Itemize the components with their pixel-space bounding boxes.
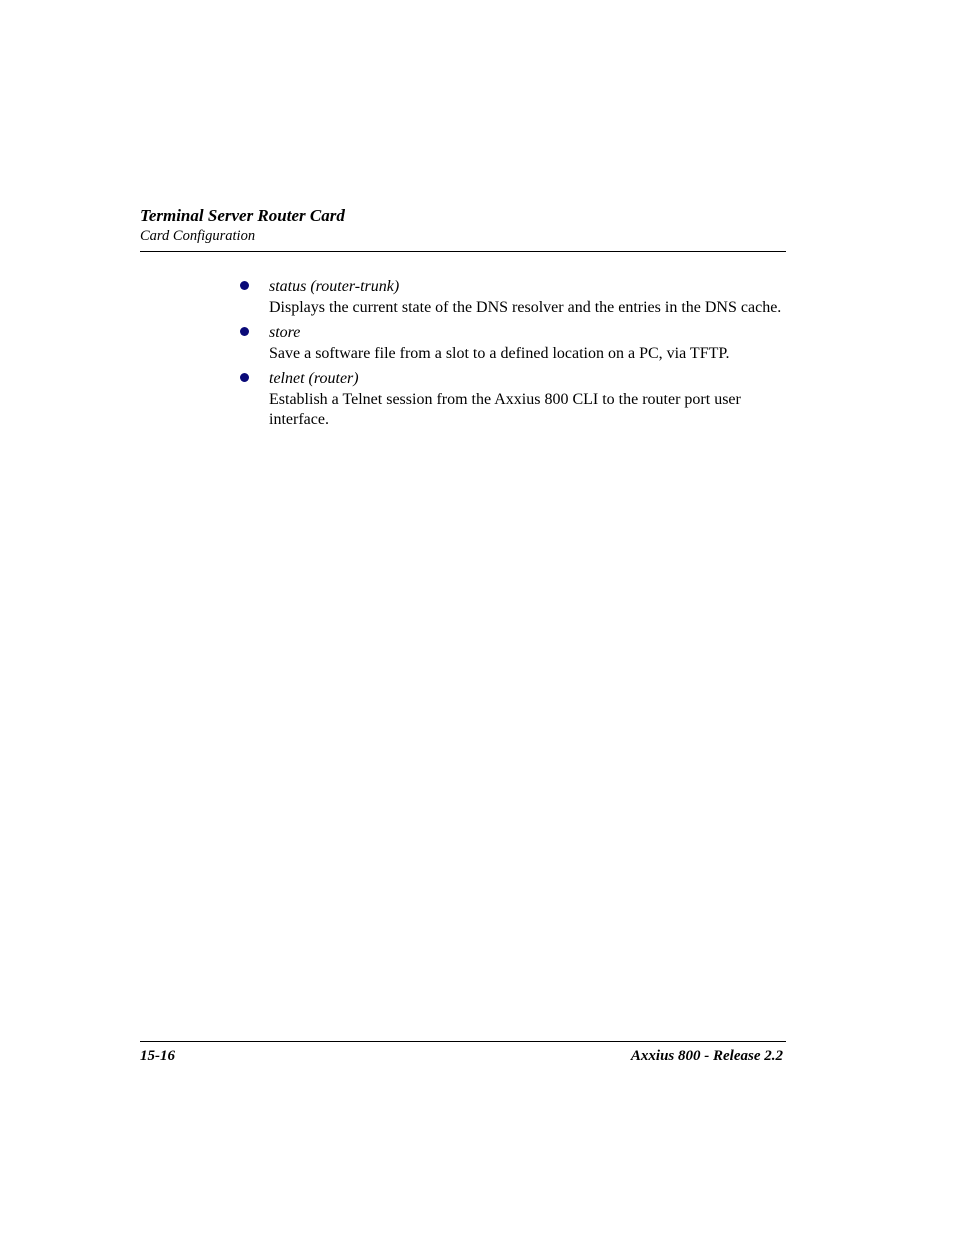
command-list [240,277,786,436]
command-description: Displays the current state of the DNS resolver and the entries in the DNS cache. [269,298,782,316]
list-item [240,369,786,431]
list-item [240,277,786,318]
product-release: Axxius 800 - Release 2.2 [630,1048,783,1064]
bullet-icon [240,281,249,290]
command-name: store [269,324,301,341]
chapter-title: Terminal Server Router Card [140,206,345,225]
command-description: Save a software file from a slot to a defined location on a PC, via TFTP. [269,344,730,362]
list-item [240,323,786,364]
header-rule [140,251,786,252]
command-description: Establish a Telnet session from the Axxius 800 CLI to the router port user interface. [269,390,741,428]
footer-rule [140,1041,786,1042]
section-title: Card Configuration [140,228,256,244]
page-number: 15-16 [140,1048,175,1064]
command-name: status (router-trunk) [269,278,400,295]
command-name: telnet (router) [269,370,359,387]
bullet-icon [240,373,249,382]
page-header [140,205,786,245]
page-footer [140,1047,783,1065]
bullet-icon [240,327,249,336]
